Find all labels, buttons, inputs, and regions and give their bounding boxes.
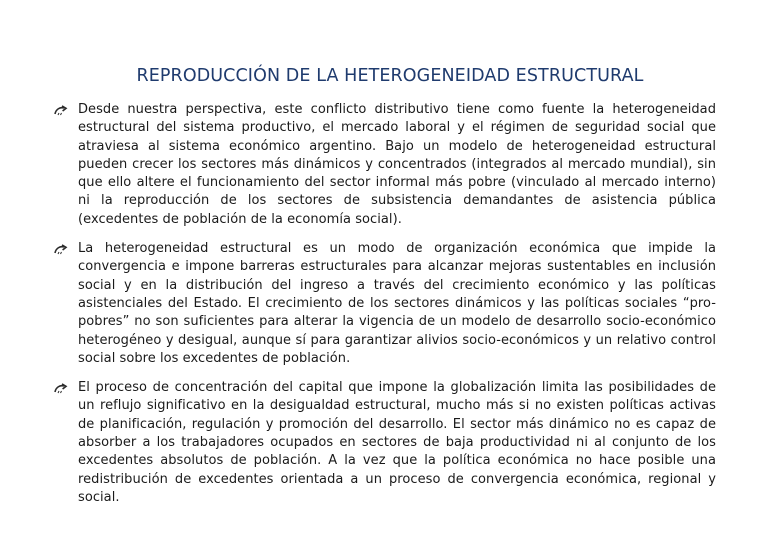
bullet-text: Desde nuestra perspectiva, este conflicto distributivo tiene como fuente la heterogeneidad estructural del sistema productivo, el mercado laboral y el régimen de seguridad social que atraviesa al sistema económico argentino. Bajo un modelo de heterogeneidad estructural pueden crecer los sectores más dinámicos y concentrados (integrados al mercado mundial), sin que ello altere el funcionamiento del sector informal más pobre (vinculado al mercado interno) ni la reproducción de los sectores de subsistencia demandantes de asistencia pública (excedentes de población de la economía social). [78, 102, 716, 227]
bullet-list [40, 101, 716, 518]
bullet-text: La heterogeneidad estructural es un modo de organización económica que impide la convergencia e impone barreras estructurales para alcanzar mejoras sustentables en inclusión social y en la distribución del ingreso a través del crecimiento económico y las políticas asistenciales del Estado. El crecimiento de los sectores dinámicos y las políticas sociales “pro-pobres” no son suficientes para alterar la vigencia de un modelo de desarrollo socio-económico heterogéneo y desigual, aunque sí para garantizar alivios socio-económicos y un relativo control social sobre los excedentes de población. [78, 241, 716, 366]
bullet-item [40, 379, 716, 507]
bullet-item [40, 101, 716, 229]
curved-arrow-icon [54, 383, 68, 394]
bullet-item [40, 240, 716, 368]
slide-title: REPRODUCCIÓN DE LA HETEROGENEIDAD ESTRUCTURAL [136, 66, 644, 86]
bullet-text: El proceso de concentración del capital que impone la globalización limita las posibilidades de un reflujo significativo en la desigualdad estructural, mucho más si no existen políticas activas de planificación, regulación y promoción del desarrollo. El sector más dinámico no es capaz de absorber a los trabajadores ocupados en sectores de baja productividad ni al conjunto de los excedentes absolutos de población. A la vez que la política económica no hace posible una redistribución de excedentes orientada a un proceso de convergencia económica, regional y social. [78, 380, 716, 505]
curved-arrow-icon [54, 244, 68, 255]
curved-arrow-icon [54, 105, 68, 116]
